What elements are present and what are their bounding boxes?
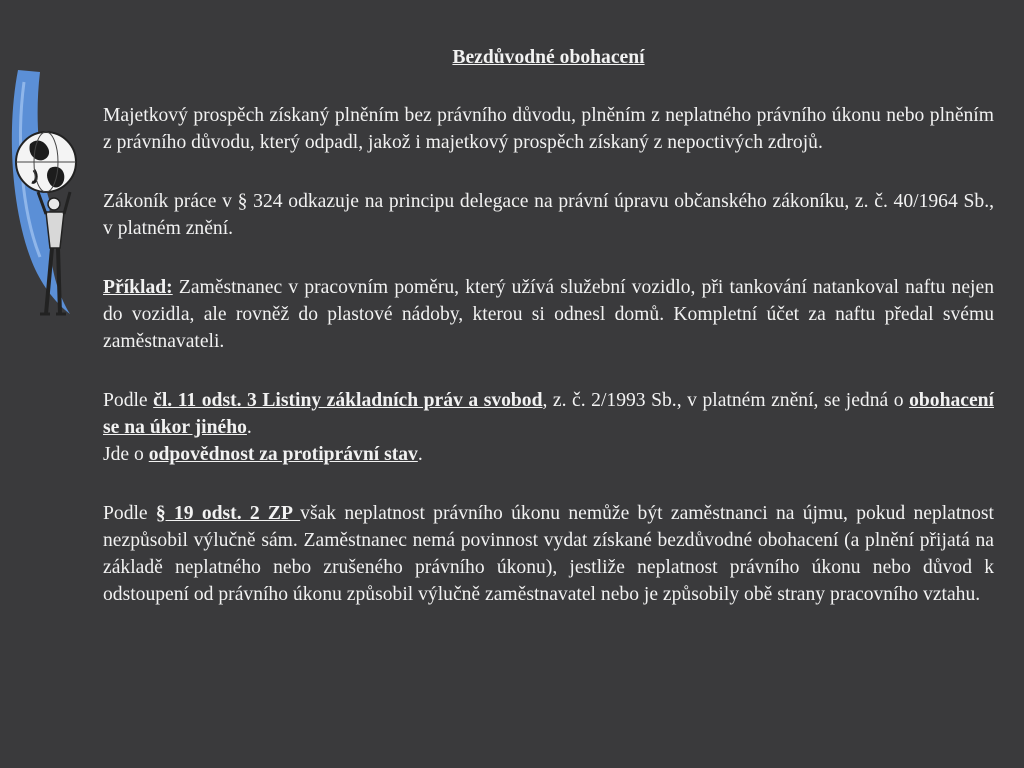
charter-reference: čl. 11 odst. 3 Listiny základních práv a svobod <box>153 390 543 411</box>
text-segment: . <box>417 444 423 465</box>
zp-reference: § 19 odst. 2 ZP <box>155 503 301 524</box>
text-segment: , z. č. 2/1993 Sb., v platném znění, se jedná o <box>542 390 910 411</box>
paragraph-definition: Majetkový prospěch získaný plněním bez právního důvodu, plněním z neplatného právního úkonu nebo plněním z právního důvodu, který odpadl, jakož i majetkový prospěch získaný z nepoctivých zdrojů. <box>103 105 994 153</box>
globe-atlas-icon <box>10 52 78 324</box>
paragraph-example <box>103 274 994 355</box>
example-text: Zaměstnanec v pracovním poměru, který užívá služební vozidlo, při tankování natankoval naftu nejen do vozidla, ale rovněž do plastové nádoby, kterou si odnesl domů. Kompletní účet za naftu předal svému zaměstnavateli. <box>103 277 994 352</box>
example-label: Příklad: <box>103 277 173 298</box>
text-segment: Jde o <box>103 444 149 465</box>
text-segment: Podle <box>103 503 156 524</box>
paragraph-charter <box>103 387 994 441</box>
paragraph-liability <box>103 441 994 468</box>
text-segment: . <box>246 417 252 438</box>
slide-content <box>103 44 994 640</box>
liability-reference: odpovědnost za protiprávní stav <box>148 444 418 465</box>
paragraph-labor-code: Zákoník práce v § 324 odkazuje na principu delegace na právní úpravu občanského zákoníku, z. č. 40/1964 Sb., v platném znění. <box>103 191 994 239</box>
slide-title: Bezdůvodné obohacení <box>452 47 645 68</box>
text-segment: Podle <box>103 390 154 411</box>
enrichment-reference: obohacení se na úkor jiného <box>103 390 994 438</box>
paragraph-zp-section <box>103 500 994 608</box>
text-segment: však neplatnost právního úkonu nemůže být zaměstnanci na újmu, pokud neplatnost nezpůsobil výlučně sám. Zaměstnanec nemá povinnost vydat získané bezdůvodné obohacení (a plnění přijatá na základě neplatného nebo zrušeného právního úkonu), jestliže neplatnost právního úkonu nebo důvod k odstoupení od právního úkonu způsobil výlučně zaměstnavatel nebo je způsobily obě strany pracovního vztahu. <box>103 503 994 605</box>
